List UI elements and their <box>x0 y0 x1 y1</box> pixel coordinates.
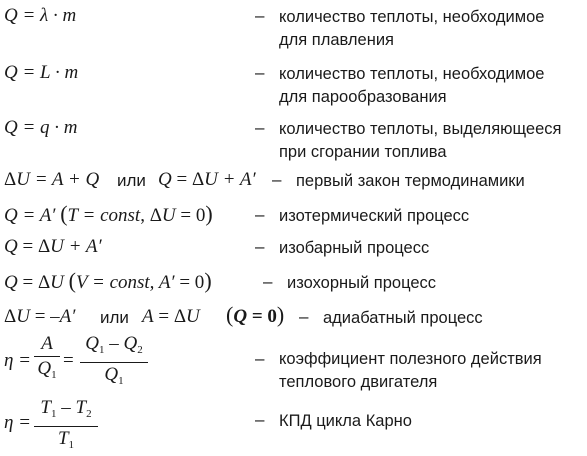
row-3-text-line-1: количество теплоты, выделяющееся <box>279 120 562 138</box>
row-2-text-line-2: для парообразования <box>279 88 447 106</box>
row-10-text: КПД цикла Карно <box>279 412 412 430</box>
fraction-a-over-q1 <box>34 333 60 386</box>
fraction-bar <box>34 426 98 427</box>
row-9-dash: – <box>255 349 265 368</box>
formula-first-law-b: Q = ΔU + A′ <box>158 169 256 190</box>
row-1-text-line-2: для плавления <box>279 31 394 49</box>
fraction-q1-minus-q2-over-q1 <box>80 333 148 392</box>
row-4-or: или <box>117 171 146 190</box>
row-6-text: изобарный процесс <box>279 239 430 257</box>
row-8-dash: – <box>299 307 309 326</box>
row-1-text-line-1: количество теплоты, необходимое <box>279 8 545 26</box>
formula-isothermal: Q = A′ (T = const, ΔU = 0) <box>4 201 213 226</box>
row-9-text-line-2: теплового двигателя <box>279 373 438 391</box>
fraction-denominator: $Q_1$ <box>37 358 57 381</box>
row-2-dash: – <box>255 63 265 82</box>
row-3-text-line-2: при сгорании топлива <box>279 143 447 161</box>
formula-melting-heat: Q = λ · m <box>4 5 77 26</box>
formula-isobaric: Q = ΔU + A′ <box>4 236 102 257</box>
row-3-dash: – <box>255 118 265 137</box>
formula-combustion-heat: Q = q · m <box>4 117 78 138</box>
fraction-bar <box>80 362 148 363</box>
formula-isochoric: Q = ΔU (V = const, A′ = 0) <box>4 268 212 293</box>
row-10-dash: – <box>255 410 265 429</box>
fraction-denominator: $T_1$ <box>57 428 75 451</box>
fraction-denominator: $Q_1$ <box>104 364 124 387</box>
row-4-text: первый закон термодинамики <box>296 172 525 190</box>
row-7-text: изохорный процесс <box>287 274 437 292</box>
fraction-numerator: A <box>41 333 53 354</box>
formula-adiabatic-a: ΔU = –A′ <box>4 306 76 327</box>
formula-carnot-lhs: η = <box>4 412 31 433</box>
formula-adiabatic-b: A = ΔU <box>142 306 200 327</box>
fraction-numerator: $T_1 - T_2$ <box>40 397 92 420</box>
fraction-bar <box>34 356 60 357</box>
row-8-text: адиабатный процесс <box>323 309 483 327</box>
formula-efficiency-lhs: η = <box>4 350 31 371</box>
row-1-dash: – <box>255 6 265 25</box>
row-7-dash: – <box>263 272 273 291</box>
formula-adiabatic-condition: (Q = 0) <box>226 302 285 327</box>
formula-first-law-a: ΔU = A + Q <box>4 169 100 190</box>
fraction-t1-minus-t2-over-t1 <box>34 397 98 456</box>
row-2-text-line-1: количество теплоты, необходимое <box>279 65 545 83</box>
equals-sign: = <box>63 350 74 371</box>
row-8-or: или <box>100 308 129 327</box>
fraction-numerator: $Q_1 - Q_2$ <box>85 333 143 356</box>
row-4-dash: – <box>272 170 282 189</box>
row-5-text: изотермический процесс <box>279 207 470 225</box>
row-5-dash: – <box>255 205 265 224</box>
formula-vaporization-heat: Q = L · m <box>4 62 79 83</box>
row-6-dash: – <box>255 237 265 256</box>
row-9-text-line-1: коэффициент полезного действия <box>279 350 542 368</box>
